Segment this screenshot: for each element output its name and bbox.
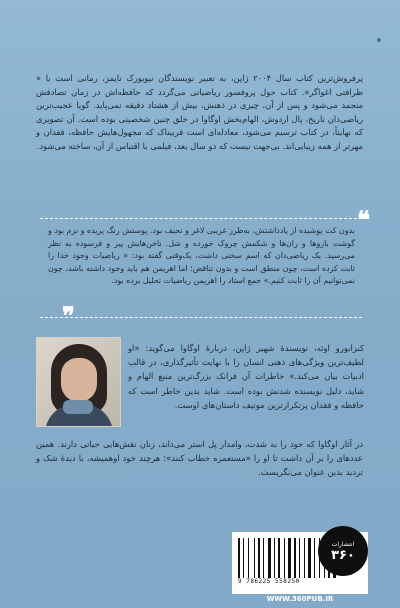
author-paragraph: کنزابورو اوئه، نویسندهٔ شهیر ژاپن، دربارهٔ اوگاوا می‌گوید: «او لطیف‌ترین ویژگی‌های ذهنی انسان را با نهایت تأثیرگذاری، در قالب ادبیات بیان می‌کند.» خاطرات آن فرانک بزرگ‌ترین منبع الهام و شاید، دلیل نویسنده شدنش بوده است. شاید بدین خاطر است که حافظه و فقدان پرتکرارترین موتیف داستان‌های اوست. bbox=[128, 343, 364, 410]
close-quote-icon: ❞ bbox=[62, 301, 75, 330]
publisher-logo bbox=[318, 526, 368, 576]
publisher-number: ۳۶۰ bbox=[331, 547, 355, 563]
excerpt-quote: بدون کت پوشیده از یادداشتش، به‌طرز غریبی لاغر و نحیف بود. پوستش رنگ پریده و نرم بود و گوشت بازوها و ران‌ها و شکمش چروک خورده و شل. ناخن‌هایش پیر و فرسوده به نظر می‌رسید. یک ریاضی‌دان که اسم سختی داشت، یک‌وقتی گفته بود: « ریاضیات وجود خدا را ثابت کرده است، چون منطق است و بدون تناقض؛ اما اهریمن هم باید وجود داشته باشد، چون نمی‌توانیم آن را ثابت کنیم.» جمع استاد را اهریمن ریاضیات تحلیل برده بود. bbox=[48, 226, 355, 286]
closing-paragraph: در آثار اوگاوا که خود را به شدت، وامدار پل استر می‌داند، زنان نقش‌هایی حیاتی دارند. همین عددهای را بر آن داشت تا او را «مستعمره خطاب کنند»؛ هرچند خود اوهمیشه، با دیدهٔ شک و تردید بدین عنوان می‌نگریست. bbox=[36, 439, 363, 478]
decorative-dot bbox=[377, 38, 381, 42]
publisher-label: انتشارات bbox=[331, 540, 355, 548]
synopsis-paragraph: پرفروش‌ترین کتاب سال ۲۰۰۴ ژاپن، به تعبیر نویسندگان نیویورک تایمز، رمانی است با « ظرافتی اغواگر». کتاب حول پروفسور ریاضیاتی می‌گردد که حافظه‌اش در زمان تصادفش منجمد می‌شود و پس از آن، چیزی در ذهنش، بیش از هشتاد دقیقه نمی‌پاید. گویا عجیب‌ترین ریاضی‌دان تاریخ، پال اردوش، الهام‌بخش اوگاوا در خلق چنین شخصیتی بوده است. آن تصویری که نهایتاً، در کتاب ترسیم می‌شود، معادله‌ای است فریبناک که مجهول‌هایش حافظه، فقدان و مهرتر از همه زیبایی‌اند. بی‌جهت نیست که دو سال بعد، فیلمی با اقتباس از آن، ساخته می‌شود. bbox=[36, 73, 363, 151]
author-photo bbox=[36, 337, 121, 427]
isbn-number: 9 786225 558250 bbox=[238, 578, 300, 585]
open-quote-icon: ❝ bbox=[357, 205, 370, 234]
publisher-website: WWW.360PUB.IR bbox=[266, 595, 334, 603]
